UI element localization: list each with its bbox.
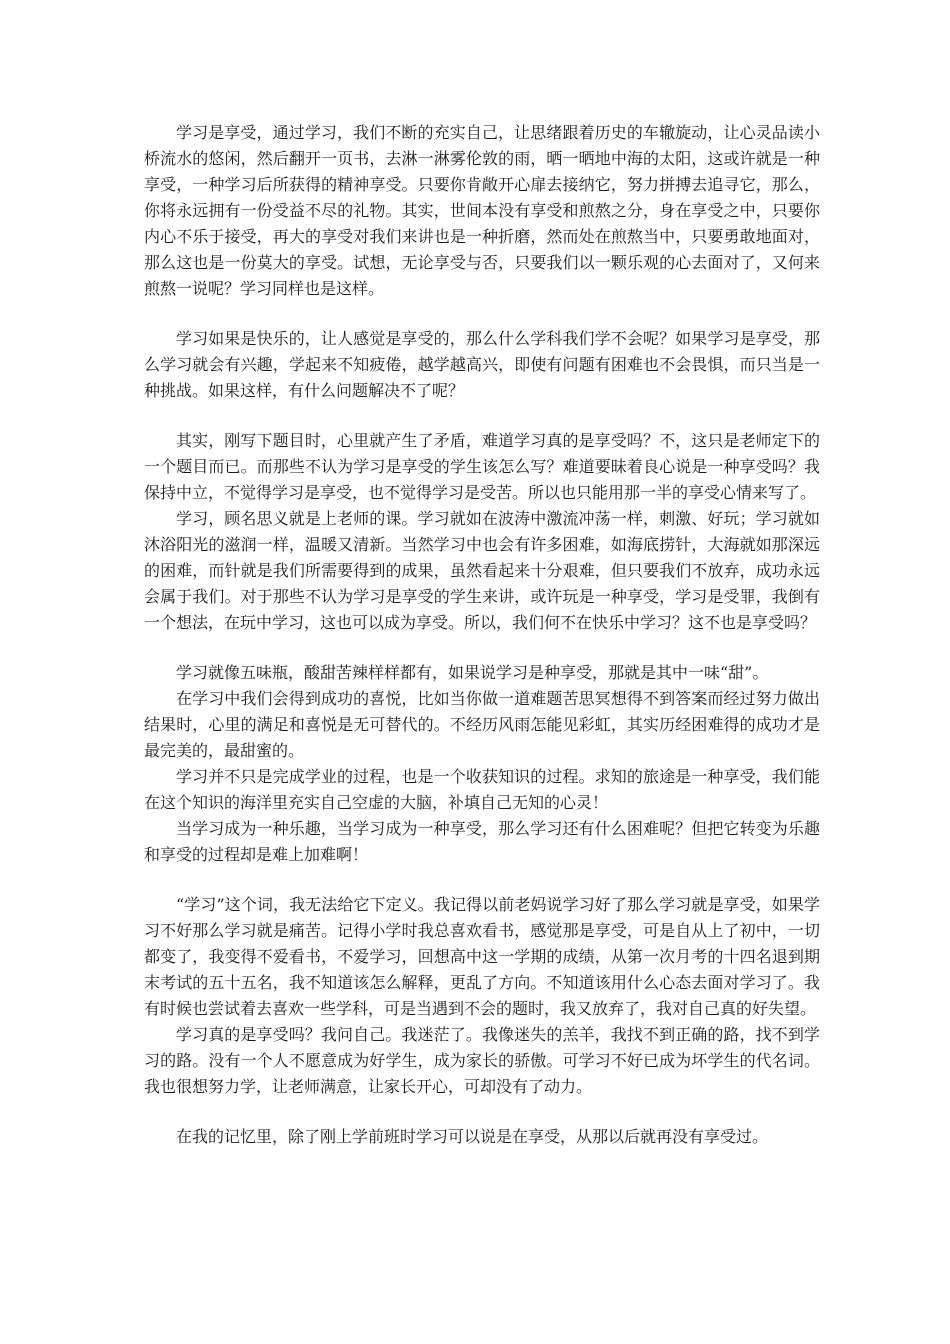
paragraph: 学习就像五味瓶，酸甜苦辣样样都有，如果说学习是种享受，那就是其中一味“甜”。 [176,663,769,682]
paragraph-gap [144,1100,820,1124]
paragraph: 学习并不只是完成学业的过程，也是一个收获知识的过程。求知的旅途是一种享受，我们能在这个知识的海洋里充实自己空虚的大脑，补填自己无知的心灵！ [144,767,820,812]
paragraph: 学习真的是享受吗？我问自己。我迷茫了。我像迷失的羔羊，我找不到正确的路，找不到学习的路。没有一个人不愿意成为好学生，成为家长的骄傲。可学习不好已成为坏学生的代名词。我也很想努力学，让老师满意，让家长开心，可却没有了动力。 [144,1025,820,1096]
document-body [144,120,820,1150]
paragraph: “学习”这个词，我无法给它下定义。我记得以前老妈说学习好了那么学习就是享受，如果学习不好那么学习就是痛苦。记得小学时我总喜欢看书，感觉那是享受，可是自从上了初中，一切都变了，我变得不爱看书，不爱学习，回想高中这一学期的成绩，从第一次月考的十四名退到期末考试的五十五名，我不知道该怎么解释，更乱了方向。不知道该用什么心态去面对学习了。我有时候也尝试着去喜欢一些学科，可是当遇到不会的题时，我又放弃了，我对自己真的好失望。 [144,895,820,1018]
paragraph: 学习如果是快乐的，让人感觉是享受的，那么什么学科我们学不会呢？如果学习是享受，那么学习就会有兴趣，学起来不知疲倦，越学越高兴，即使有问题有困难也不会畏惧，而只当是一种挑战。如果这样，有什么问题解决不了呢？ [144,329,820,400]
paragraph: 当学习成为一种乐趣，当学习成为一种享受，那么学习还有什么困难呢？但把它转变为乐趣和享受的过程却是难上加难啊！ [144,819,820,864]
paragraph: 在学习中我们会得到成功的喜悦，比如当你做一道难题苦思冥想得不到答案而经过努力做出结果时，心里的满足和喜悦是无可替代的。不经历风雨怎能见彩虹，其实历经困难得的成功才是最完美的，最甜蜜的。 [144,689,820,760]
paragraph-gap [144,868,820,892]
paragraph: 其实，刚写下题目时，心里就产生了矛盾，难道学习真的是享受吗？不，这只是老师定下的一个题目而已。而那些不认为学习是享受的学生该怎么写？难道要昧着良心说是一种享受吗？我保持中立，不觉得学习是享受，也不觉得学习是受苦。所以也只能用那一半的享受心情来写了。 [144,431,820,502]
paragraph: 学习，顾名思义就是上老师的课。学习就如在波涛中激流冲荡一样，刺激、好玩；学习就如沐浴阳光的滋润一样，温暖又清新。当然学习中也会有许多困难，如海底捞针，大海就如那深远的困难，而针就是我们所需要得到的成果，虽然看起来十分艰难，但只要我们不放弃，成功永远会属于我们。对于那些不认为学习是享受的学生来讲，或许玩是一种享受，学习是受罪，我倒有一个想法，在玩中学习，这也可以成为享受。所以，我们何不在快乐中学习？这不也是享受吗？ [144,509,820,632]
paragraph: 学习是享受，通过学习，我们不断的充实自己，让思绪跟着历史的车辙旋动，让心灵品读小桥流水的悠闲，然后翻开一页书，去淋一淋雾伦敦的雨，晒一晒地中海的太阳，这或许就是一种享受，一种学习后所获得的精神享受。只要你肯敞开心扉去接纳它，努力拼搏去追寻它，那么，你将永远拥有一份受益不尽的礼物。其实，世间本没有享受和煎熬之分，身在享受之中，只要你内心不乐于接受，再大的享受对我们来讲也是一种折磨，然而处在煎熬当中，只要勇敢地面对，那么这也是一份莫大的享受。试想，无论享受与否，只要我们以一颗乐观的心去面对了，又何来煎熬一说呢？学习同样也是这样。 [144,123,820,298]
paragraph: 在我的记忆里，除了刚上学前班时学习可以说是在享受，从那以后就再没有享受过。 [176,1127,769,1146]
paragraph-gap [144,636,820,660]
paragraph-gap [144,302,820,326]
paragraph-gap [144,404,820,428]
